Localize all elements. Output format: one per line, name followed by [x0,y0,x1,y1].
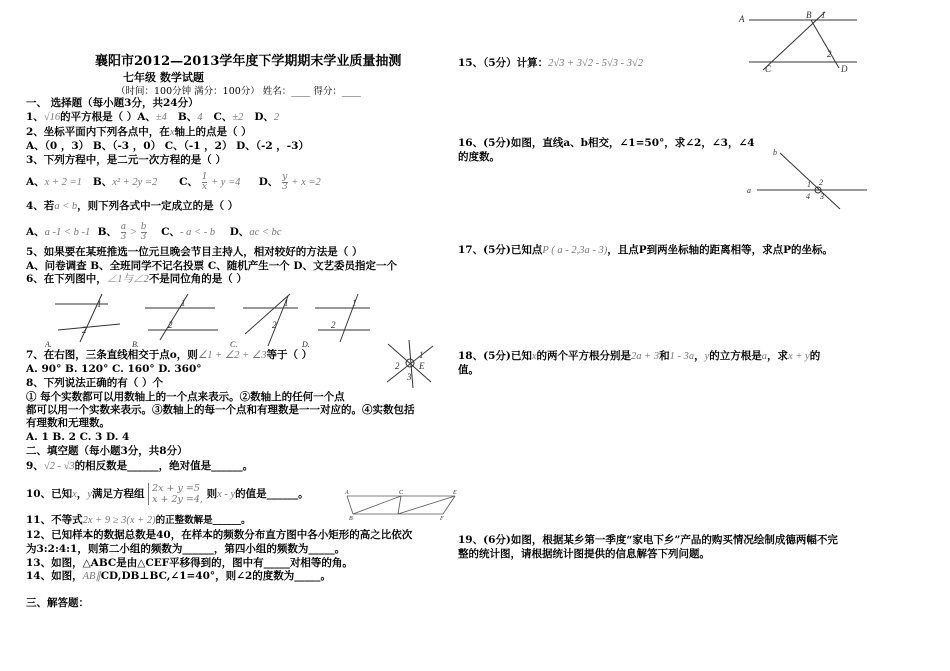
question-19-line-2: 整的统计图，请根据统计图提供的信息解答下列问题。 [458,548,710,560]
q16-angle-1: 1 [807,180,811,189]
top-fig-angle-1: 1 [821,10,826,20]
question-4: 4、若a < b，则下列各式中一定成立的是（ ） [26,200,239,212]
question-18-line-2: 值。 [458,364,479,376]
top-fig-point-b: B [806,10,812,20]
q13-point-b: B [349,516,353,522]
question-16-line-1: 16、(5分)如图，直线a、b相交，∠1=50°，求∠2，∠3，∠4 [458,137,755,149]
q6-fig-d-angle-2: 2 [331,320,336,330]
q13-point-f: F [440,516,444,522]
q6-fig-b-angle-1: 1 [181,298,186,308]
q16-angle-4: 4 [806,192,810,201]
q6-fig-a-angle-2: 2 [82,325,87,335]
question-13-figure [343,490,458,520]
question-12-line-1: 12、已知样本的数据总数是40，在样本的频数分布直方图中各小矩形的高之比依次 [26,529,413,541]
question-14: 14、如图，AB∥CD,DB⊥BC,∠1=40°，则∠2的度数为_____。 [26,570,332,582]
question-16-figure [745,143,870,213]
question-7-options: A. 90° B. 120° C. 160° D. 360° [26,363,202,375]
question-8-line-1: ① 每个实数都可以用数轴上的一个点来表示。②数轴上的任何一个点 [26,391,345,403]
question-13: 13、如图，△ABC是由△CEF平移得到的，图中有_____对相等的角。 [26,557,353,569]
q7-angle-1: 1 [419,350,424,360]
question-19-line-1: 19、(6分)如图，根据某乡第一季度“家电下乡”产品的购买情况绘制成德两幅不完 [458,534,838,546]
q6-fig-c-angle-1: 1 [284,298,289,308]
question-8-line-3: 有理数和无理数。 [26,417,110,429]
top-fig-angle-2: 2 [827,49,832,59]
q6-label-d: D. [302,340,310,349]
question-18: 18、(5分)已知x的两个平方根分别是2a + 3和1 - 3a，y的立方根是a，求x + y的 [458,350,821,362]
question-7: 7、在右图，三条直线相交于点o，则∠1 + ∠2 + ∠3等于（ ） [26,349,313,361]
question-5-options: A、问卷调查 B、全班同学不记名投票 C、随机产生一个 D、文艺委员指定一个 [26,260,397,272]
exam-title: 襄阳市2012—2013学年度下学期期末学业质量抽测 [95,54,402,69]
q6-fig-d-angle-1: 1 [352,298,357,308]
question-6: 6、在下列图中，∠1与∠2不是同位角的是（ ） [26,273,247,285]
q7-point-e: E [419,361,425,371]
question-2-options: A、（0 ，3） B、（-3 ，0） C、（-1 ，2） D、（-2 ，-3） [26,140,309,152]
q13-point-a: A [345,490,349,496]
question-10: 10、已知x，y满足方程组 2x + y =5 x + 2y =4, 则x - y的值是______。 [26,483,309,505]
q13-point-c: C [399,490,404,496]
q7-angle-2: 2 [395,361,400,371]
question-3: 3、下列方程中，是二元一次方程的是（ ） [26,154,226,166]
section-choice-heading: 一、 选择题（每小题3分，共24分） [26,97,199,109]
q6-fig-a-angle-1: 1 [97,299,102,309]
question-8-options: A. 1 B. 2 C. 3 D. 4 [26,431,130,443]
q16-line-b: b [773,148,777,157]
question-17: 17、(5分)已知点P ( a - 2,3a - 3)，且点P到两坐标轴的距离相等，求点P的坐标。 [458,244,833,256]
top-fig-point-c: C [765,64,772,74]
question-8-line-2: 都可以用一个实数来表示。③数轴上的每一个点和有理数是一一对应的。④实数包括 [26,404,415,416]
question-11: 11、不等式2x + 9 ≥ 3(x + 2)的正整数解是______。 [26,514,251,526]
top-fig-point-d: D [841,64,848,74]
question-8: 8、下列说法正确的有（ ）个 [26,377,163,389]
question-1: 1、√16的平方根是（ ）A、±4 B、4 C、±2 D、2 [26,111,280,123]
top-parallel-lines-figure [737,8,862,74]
section-fill-heading: 二、填空题（每小题3分，共8分） [26,445,188,457]
question-16-line-2: 的度数。 [458,151,500,163]
question-7-figure [383,338,443,388]
q6-label-a: A. [45,340,52,349]
question-9: 9、√2 - √3的相反数是______，绝对值是______。 [26,460,254,472]
q6-fig-b-angle-2: 2 [168,320,173,330]
q16-angle-2: 2 [819,178,823,187]
top-fig-point-a: A [739,14,745,24]
q6-label-b: B. [132,340,139,349]
exam-info: （时间：100分钟 满分：100分） 姓名：____ 得分：____ [116,86,361,97]
q16-angle-3: 3 [820,192,824,201]
q16-line-a: a [747,186,751,195]
question-15: 15、（5分）计算：2√3 + 3√2 - 5√3 - 3√2 [458,57,644,69]
exam-subtitle: 七年级 数学试题 [123,71,204,84]
q13-point-e: E [453,490,457,496]
question-12-line-2: 为3:2:4:1，则第二小组的频数为______，第四小组的频数为_____。 [26,543,346,555]
q6-label-c: C. [230,340,238,349]
question-3-options: A、x + 2 =1 B、x² + 2y =2 C、 $\frac{1}{x}$ + y =4 D、 $\frac{y}{3}$ + x =2 [26,171,321,192]
q6-fig-c-angle-2: 2 [272,320,277,330]
question-4-options: A、a -1 < b -1 B、 $\frac{a}{3}$ > $\frac{b}{3}$ C、- a < - b D、ac < bc [26,221,282,242]
q7-angle-3: 3 [407,372,412,382]
question-5: 5、如果要在某班推选一位元旦晚会节目主持人，相对较好的方法是（ ） [26,246,363,258]
question-2: 2、坐标平面内下列各点中，在x轴上的点是（ ） [26,126,252,138]
question-6-figures [40,290,370,348]
section-answer-heading: 三、解答题： [26,597,89,609]
